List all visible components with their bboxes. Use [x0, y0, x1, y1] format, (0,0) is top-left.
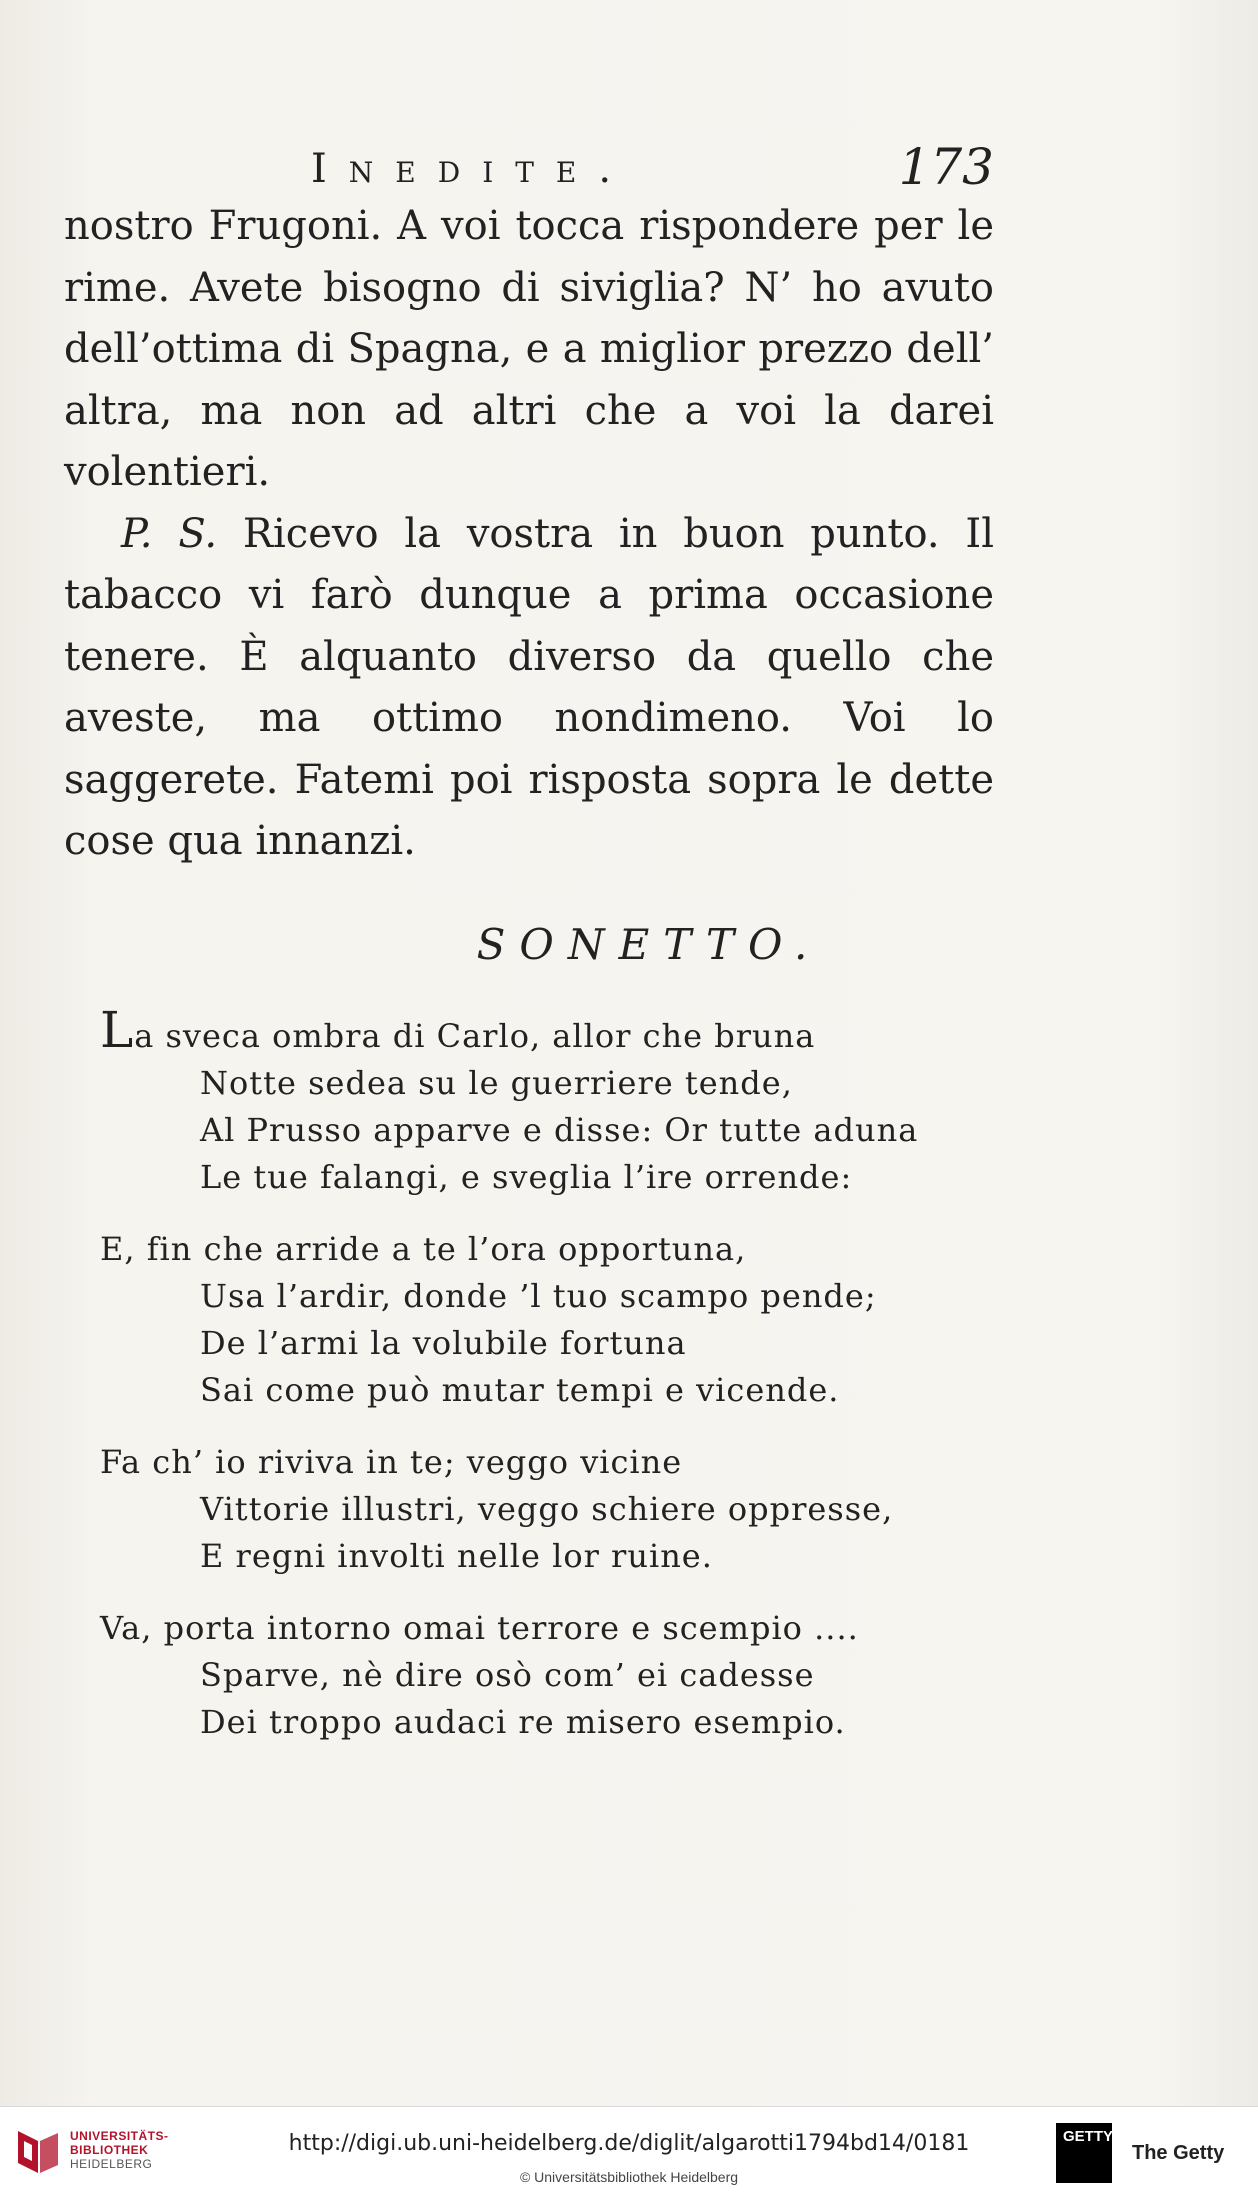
postscript-text: Ricevo la vostra in buon punto. Il tabacco vi farò dunque a prima occasione tenere. È alquanto diverso da quello che aveste, ma ottimo nondimeno. Voi lo saggerete. Fatemi poi risposta sopra le dette cose qua innanzi. — [64, 510, 995, 864]
stanza — [100, 1226, 980, 1414]
verse-line: Fa ch’ io riviva in te; veggo vicine — [100, 1443, 683, 1481]
verse-line: E regni involti nelle lor ruine. — [200, 1537, 713, 1575]
verse-line: Le tue falangi, e sveglia l’ire orrende: — [200, 1158, 853, 1196]
copyright-notice: © Universitätsbibliothek Heidelberg — [519, 2169, 739, 2185]
drop-cap: L — [100, 1001, 135, 1059]
sonnet-title: SONETTO. — [476, 920, 822, 969]
stanza — [100, 1605, 980, 1746]
getty-logo-icon: GETTY — [1056, 2123, 1112, 2183]
permalink-url[interactable]: http://digi.ub.uni-heidelberg.de/diglit/algarotti1794bd14/0181 — [288, 2131, 970, 2156]
getty-name: The Getty — [1132, 2142, 1225, 2164]
verse-line: E, fin che arride a te l’ora opportuna, — [100, 1230, 747, 1268]
stanza — [100, 1001, 980, 1201]
verse-line: Sparve, nè dire osò com’ ei cadesse — [200, 1656, 815, 1694]
verse-line: Dei troppo audaci re misero esempio. — [200, 1703, 846, 1741]
verse-line: Al Prusso apparve e disse: Or tutte aduna — [200, 1111, 919, 1149]
verse-line: Notte sedea su le guerriere tende, — [200, 1064, 793, 1102]
letter-text — [64, 196, 994, 873]
page-number: 173 — [898, 138, 994, 196]
page-header — [66, 138, 994, 198]
paragraph: nostro Frugoni. A voi tocca rispondere per le rime. Avete bisogno di siviglia? N’ ho avuto dell’ottima di Spagna, e a miglior prezzo dell’ altra, ma non ad altri che a voi la darei volentieri. — [64, 203, 994, 495]
running-title: Inedite. — [311, 146, 634, 192]
verse-line: Sai come può mutar tempi e vicende. — [200, 1371, 840, 1409]
verse-line: Vittorie illustri, veggo schiere oppresse, — [200, 1490, 894, 1528]
sonnet — [100, 1001, 980, 1771]
viewer-footer — [0, 2106, 1258, 2200]
verse-line: Va, porta intorno omai terrore e scempio .... — [100, 1609, 859, 1647]
verse-line: La sveca ombra di Carlo, allor che bruna — [100, 1001, 816, 1059]
library-name: UNIVERSITÄTS- BIBLIOTHEK HEIDELBERG — [70, 2129, 169, 2171]
verse-line: Usa l’ardir, donde ’l tuo scampo pende; — [200, 1277, 877, 1315]
stanza — [100, 1439, 980, 1580]
verse-line: De l’armi la volubile fortuna — [200, 1324, 687, 1362]
postscript-paragraph — [64, 504, 994, 873]
postscript-label: P. S. — [121, 510, 218, 557]
